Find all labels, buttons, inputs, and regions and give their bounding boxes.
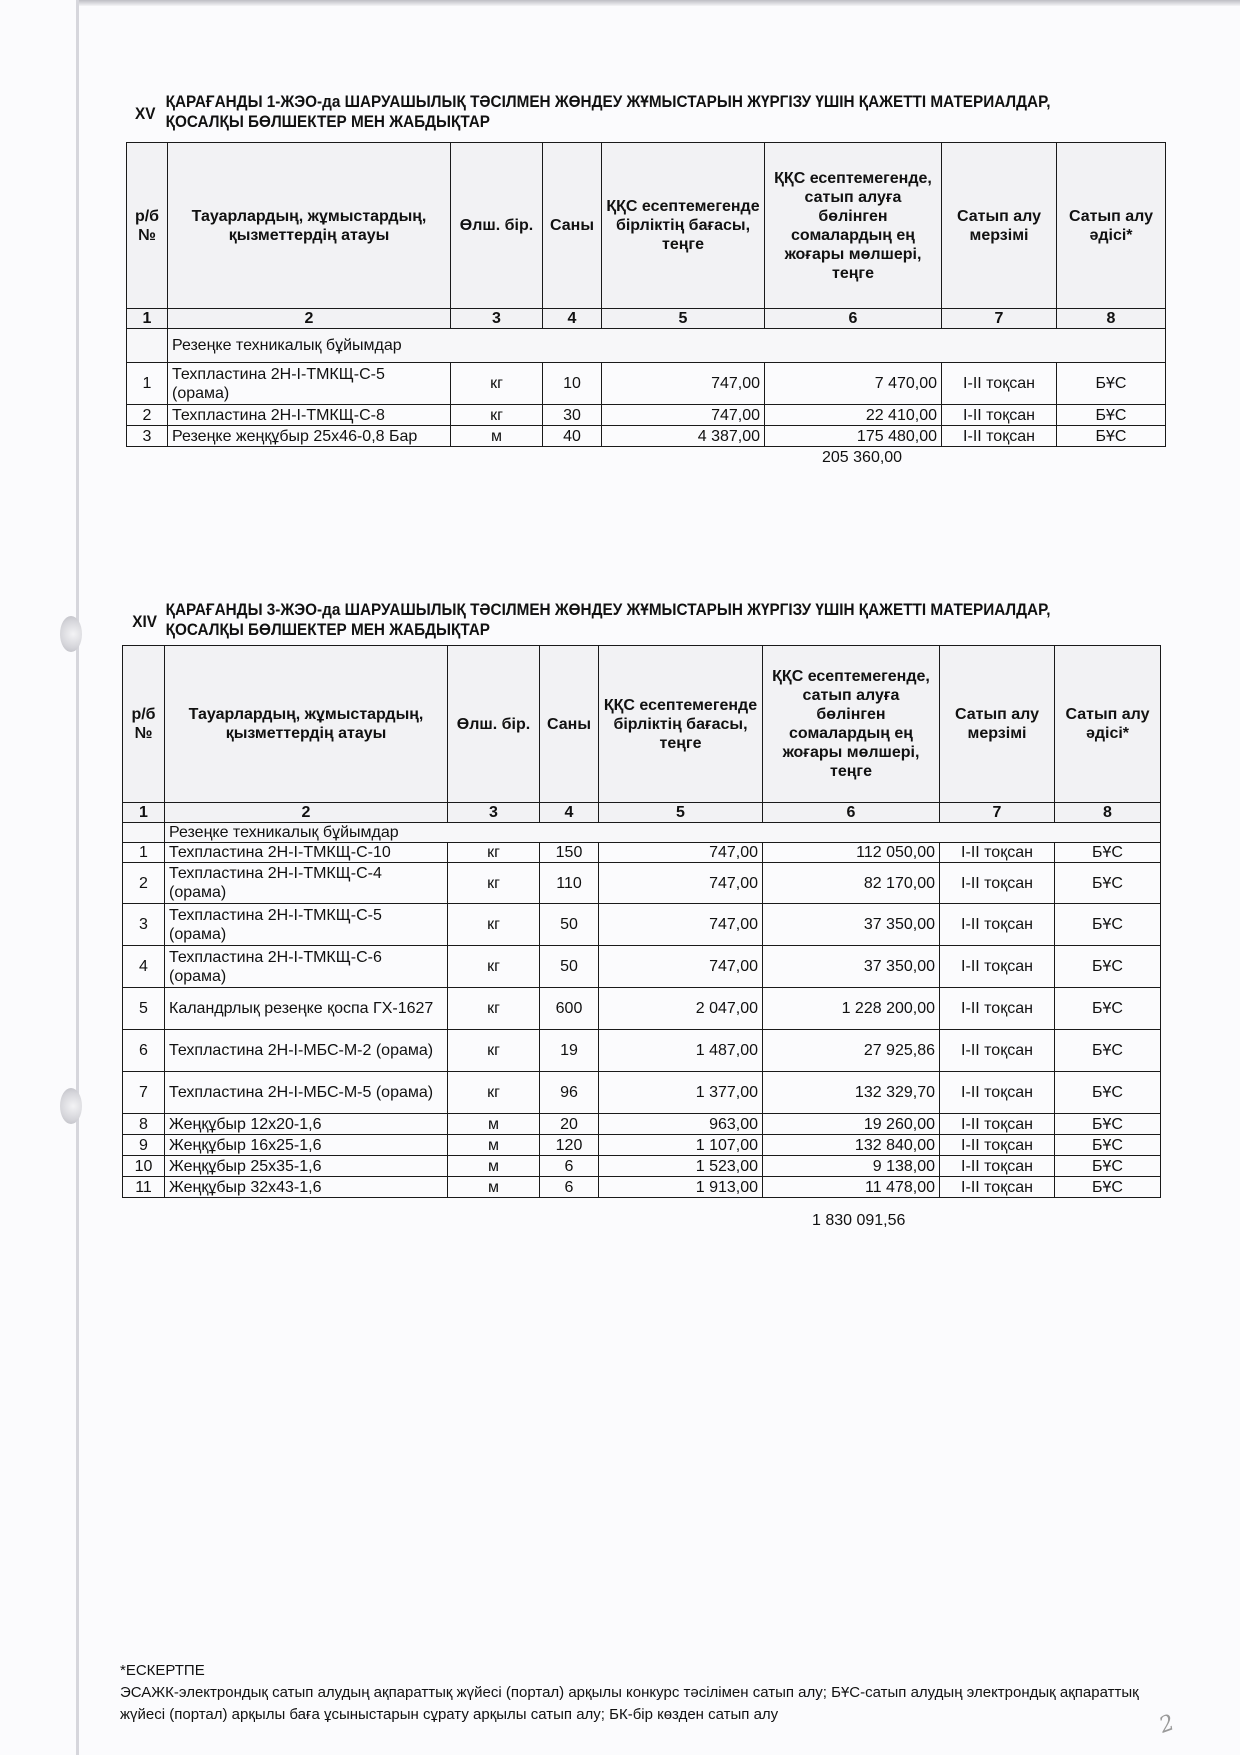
scan-edge-top — [78, 0, 1240, 6]
column-number: 7 — [940, 803, 1055, 823]
cell-amount: 37 350,00 — [763, 946, 940, 988]
procurement-table-xv — [126, 142, 1166, 447]
cell-amount: 175 480,00 — [765, 426, 942, 447]
cell-price: 1 107,00 — [599, 1135, 763, 1156]
cell-num: 6 — [123, 1030, 165, 1072]
column-number: 4 — [540, 803, 599, 823]
column-number: 6 — [765, 309, 942, 329]
table-row — [127, 363, 1166, 405]
cell-qty: 6 — [540, 1177, 599, 1198]
column-number: 1 — [123, 803, 165, 823]
section-title-line2: ҚОСАЛҚЫ БӨЛШЕКТЕР МЕН ЖАБДЫҚТАР — [165, 112, 490, 131]
group-label: Резеңке техникалық бұйымдар — [165, 823, 1161, 843]
table-header-row — [123, 646, 1161, 803]
cell-price: 747,00 — [599, 946, 763, 988]
cell-unit: кг — [448, 988, 540, 1030]
cell-amount: 27 925,86 — [763, 1030, 940, 1072]
column-number: 8 — [1055, 803, 1161, 823]
section-title-line1: ҚАРАҒАНДЫ 3-ЖЭО-да ШАРУАШЫЛЫҚ ТӘСІЛМЕН ЖӨНДЕУ ЖҰМЫСТАРЫН ЖҮРГІЗУ ҮШІН ҚАЖЕТТІ МАТЕРИАЛДАР, — [165, 600, 1051, 619]
cell-unit: кг — [448, 946, 540, 988]
header-period: Сатып алу мерзімі — [940, 646, 1055, 803]
cell-method: БҰС — [1055, 1177, 1161, 1198]
cell-unit: кг — [448, 1030, 540, 1072]
cell-qty: 6 — [540, 1156, 599, 1177]
cell-price: 963,00 — [599, 1114, 763, 1135]
column-number: 2 — [165, 803, 448, 823]
column-number: 5 — [602, 309, 765, 329]
cell-period: I-II тоқсан — [940, 1072, 1055, 1114]
cell-name: Жеңқұбыр 25х35-1,6 — [165, 1156, 448, 1177]
cell-num: 10 — [123, 1156, 165, 1177]
cell-period: I-II тоқсан — [940, 904, 1055, 946]
cell-period: I-II тоқсан — [942, 363, 1057, 405]
cell-amount: 37 350,00 — [763, 904, 940, 946]
cell-name: Каландрлық резеңке қоспа ГХ-1627 — [165, 988, 448, 1030]
cell-method: БҰС — [1055, 904, 1161, 946]
cell-num: 4 — [123, 946, 165, 988]
cell-qty: 600 — [540, 988, 599, 1030]
cell-amount: 1 228 200,00 — [763, 988, 940, 1030]
cell-method: БҰС — [1055, 1072, 1161, 1114]
cell-period: I-II тоқсан — [942, 405, 1057, 426]
header-qty: Саны — [540, 646, 599, 803]
cell-name: Техпластина 2Н-I-ТМКЩ-С-10 — [165, 843, 448, 863]
cell-period: I-II тоқсан — [940, 988, 1055, 1030]
column-number-row — [123, 803, 1161, 823]
column-number: 2 — [168, 309, 451, 329]
cell-qty: 50 — [540, 904, 599, 946]
group-label: Резеңке техникалық бұйымдар — [168, 329, 1166, 363]
cell-amount: 7 470,00 — [765, 363, 942, 405]
cell-period: I-II тоқсан — [940, 843, 1055, 863]
column-number: 7 — [942, 309, 1057, 329]
group-row — [123, 823, 1161, 843]
cell-amount: 132 329,70 — [763, 1072, 940, 1114]
cell-amount: 19 260,00 — [763, 1114, 940, 1135]
section-roman-numeral: XIV — [132, 612, 157, 631]
cell-num: 8 — [123, 1114, 165, 1135]
cell-period: I-II тоқсан — [940, 946, 1055, 988]
table-row — [123, 1114, 1161, 1135]
header-name: Тауарлардың, жұмыстардың, қызметтердің атауы — [165, 646, 448, 803]
header-num: р/б № — [127, 143, 168, 309]
cell-price: 4 387,00 — [602, 426, 765, 447]
cell-unit: м — [448, 1177, 540, 1198]
cell-num: 5 — [123, 988, 165, 1030]
cell-num: 2 — [127, 405, 168, 426]
cell-amount: 11 478,00 — [763, 1177, 940, 1198]
cell-price: 1 487,00 — [599, 1030, 763, 1072]
table-row — [123, 904, 1161, 946]
cell-method: БҰС — [1057, 405, 1166, 426]
group-row — [127, 329, 1166, 363]
handwritten-page-mark: 2 — [1156, 1710, 1178, 1739]
table-row — [123, 988, 1161, 1030]
cell-qty: 120 — [540, 1135, 599, 1156]
cell-name: Техпластина 2Н-I-ТМКЩ-С-8 — [168, 405, 451, 426]
header-num: р/б № — [123, 646, 165, 803]
scan-edge-left — [76, 0, 79, 1755]
cell-method: БҰС — [1055, 1156, 1161, 1177]
cell-num: 3 — [123, 904, 165, 946]
footnote — [120, 1660, 1140, 1726]
cell-price: 747,00 — [599, 904, 763, 946]
cell-amount: 22 410,00 — [765, 405, 942, 426]
cell-method: БҰС — [1055, 946, 1161, 988]
cell-unit: м — [451, 426, 543, 447]
cell-period: I-II тоқсан — [940, 1156, 1055, 1177]
table-row — [127, 426, 1166, 447]
column-number: 5 — [599, 803, 763, 823]
section-title-line1: ҚАРАҒАНДЫ 1-ЖЭО-да ШАРУАШЫЛЫҚ ТӘСІЛМЕН ЖӨНДЕУ ЖҰМЫСТАРЫН ЖҮРГІЗУ ҮШІН ҚАЖЕТТІ МАТЕРИАЛДАР, — [165, 92, 1051, 111]
cell-qty: 30 — [543, 405, 602, 426]
cell-price: 2 047,00 — [599, 988, 763, 1030]
cell-period: I-II тоқсан — [940, 1135, 1055, 1156]
cell-method: БҰС — [1055, 843, 1161, 863]
cell-name: Жеңқұбыр 16х25-1,6 — [165, 1135, 448, 1156]
cell-qty: 50 — [540, 946, 599, 988]
table-row — [123, 946, 1161, 988]
header-amount: ҚҚС есептемегенде, сатып алуға бөлінген сомалардың ең жоғары мөлшері, теңге — [763, 646, 940, 803]
cell-unit: кг — [448, 843, 540, 863]
table-row — [123, 1030, 1161, 1072]
header-amount: ҚҚС есептемегенде, сатып алуға бөлінген сомалардың ең жоғары мөлшері, теңге — [765, 143, 942, 309]
cell-method: БҰС — [1055, 1135, 1161, 1156]
cell-qty: 40 — [543, 426, 602, 447]
cell-price: 1 523,00 — [599, 1156, 763, 1177]
header-unit: Өлш. бір. — [448, 646, 540, 803]
section-title-line2: ҚОСАЛҚЫ БӨЛШЕКТЕР МЕН ЖАБДЫҚТАР — [165, 620, 490, 639]
header-period: Сатып алу мерзімі — [942, 143, 1057, 309]
footnote-text: ЭСАЖК-электрондық сатып алудың ақпараттық жүйесі (портал) арқылы конкурс тәсілімен сатып алу; БҰС-сатып алудың электрондық ақпараттық жүйесі (портал) арқылы баға ұсыныстарын сұрату арқылы сатып алу; БК-бір көзден сатып алу — [120, 1684, 1139, 1723]
cell-qty: 96 — [540, 1072, 599, 1114]
cell-num: 3 — [127, 426, 168, 447]
cell-name: Техпластина 2Н-I-ТМКЩ-С-6 (орама) — [165, 946, 448, 988]
cell-period: I-II тоқсан — [940, 1114, 1055, 1135]
cell-method: БҰС — [1055, 988, 1161, 1030]
cell-unit: кг — [448, 1072, 540, 1114]
cell-amount: 82 170,00 — [763, 863, 940, 904]
cell-amount: 9 138,00 — [763, 1156, 940, 1177]
column-number: 1 — [127, 309, 168, 329]
cell-qty: 110 — [540, 863, 599, 904]
table-row — [123, 1072, 1161, 1114]
cell-qty: 10 — [543, 363, 602, 405]
cell-name: Техпластина 2Н-I-ТМКЩ-С-4 (орама) — [165, 863, 448, 904]
header-price: ҚҚС есептемегенде бірліктің бағасы, теңге — [602, 143, 765, 309]
punch-hole — [60, 1088, 82, 1124]
cell-name: Техпластина 2Н-I-МБС-М-5 (орама) — [165, 1072, 448, 1114]
group-empty-cell — [123, 823, 165, 843]
table-row — [123, 843, 1161, 863]
column-number-row — [127, 309, 1166, 329]
punch-hole — [60, 616, 82, 652]
cell-qty: 20 — [540, 1114, 599, 1135]
cell-price: 747,00 — [602, 363, 765, 405]
column-number: 4 — [543, 309, 602, 329]
header-method: Сатып алу әдісі* — [1057, 143, 1166, 309]
footnote-title: *ЕСКЕРТПЕ — [120, 1662, 205, 1679]
cell-amount: 132 840,00 — [763, 1135, 940, 1156]
cell-name: Техпластина 2Н-I-ТМКЩ-С-5 (орама) — [168, 363, 451, 405]
column-number: 3 — [451, 309, 543, 329]
cell-unit: кг — [451, 363, 543, 405]
cell-name: Жеңқұбыр 12х20-1,6 — [165, 1114, 448, 1135]
cell-price: 747,00 — [602, 405, 765, 426]
cell-price: 1 377,00 — [599, 1072, 763, 1114]
header-unit: Өлш. бір. — [451, 143, 543, 309]
cell-price: 747,00 — [599, 863, 763, 904]
cell-method: БҰС — [1055, 863, 1161, 904]
header-method: Сатып алу әдісі* — [1055, 646, 1161, 803]
cell-unit: м — [448, 1135, 540, 1156]
cell-qty: 150 — [540, 843, 599, 863]
cell-method: БҰС — [1055, 1114, 1161, 1135]
cell-name: Техпластина 2Н-I-МБС-М-2 (орама) — [165, 1030, 448, 1072]
cell-name: Техпластина 2Н-I-ТМКЩ-С-5 (орама) — [165, 904, 448, 946]
cell-period: I-II тоқсан — [940, 863, 1055, 904]
section-roman-numeral: XV — [135, 104, 156, 123]
cell-num: 7 — [123, 1072, 165, 1114]
column-number: 3 — [448, 803, 540, 823]
section-total-xv: 205 360,00 — [822, 449, 903, 466]
cell-unit: кг — [448, 904, 540, 946]
cell-period: I-II тоқсан — [942, 426, 1057, 447]
cell-unit: м — [448, 1156, 540, 1177]
cell-num: 2 — [123, 863, 165, 904]
column-number: 6 — [763, 803, 940, 823]
cell-unit: кг — [451, 405, 543, 426]
cell-amount: 112 050,00 — [763, 843, 940, 863]
cell-unit: кг — [448, 863, 540, 904]
table-row — [127, 405, 1166, 426]
table-row — [123, 1135, 1161, 1156]
cell-period: I-II тоқсан — [940, 1030, 1055, 1072]
group-empty-cell — [127, 329, 168, 363]
cell-name: Жеңқұбыр 32х43-1,6 — [165, 1177, 448, 1198]
cell-method: БҰС — [1057, 426, 1166, 447]
cell-price: 747,00 — [599, 843, 763, 863]
cell-num: 1 — [127, 363, 168, 405]
header-qty: Саны — [543, 143, 602, 309]
table-row — [123, 863, 1161, 904]
cell-method: БҰС — [1055, 1030, 1161, 1072]
header-price: ҚҚС есептемегенде бірліктің бағасы, теңге — [599, 646, 763, 803]
cell-price: 1 913,00 — [599, 1177, 763, 1198]
cell-period: I-II тоқсан — [940, 1177, 1055, 1198]
column-number: 8 — [1057, 309, 1166, 329]
cell-method: БҰС — [1057, 363, 1166, 405]
cell-num: 9 — [123, 1135, 165, 1156]
cell-name: Резеңке жеңқұбыр 25х46-0,8 Бар — [168, 426, 451, 447]
table-header-row — [127, 143, 1166, 309]
table-row — [123, 1177, 1161, 1198]
cell-num: 11 — [123, 1177, 165, 1198]
section-total-xiv: 1 830 091,56 — [812, 1212, 906, 1229]
cell-num: 1 — [123, 843, 165, 863]
cell-unit: м — [448, 1114, 540, 1135]
cell-qty: 19 — [540, 1030, 599, 1072]
table-row — [123, 1156, 1161, 1177]
procurement-table-xiv — [122, 645, 1161, 1198]
header-name: Тауарлардың, жұмыстардың, қызметтердің атауы — [168, 143, 451, 309]
